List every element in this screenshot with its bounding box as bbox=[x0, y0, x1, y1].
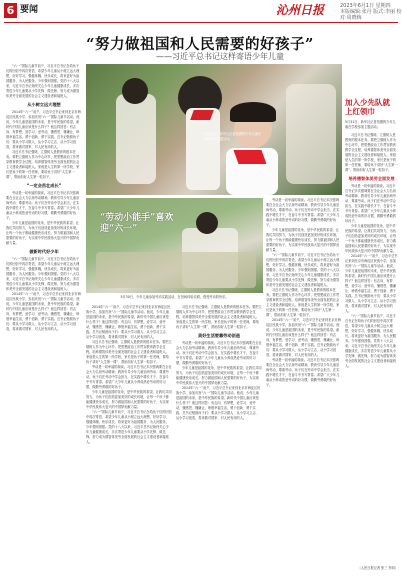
text-column-1 bbox=[6, 64, 82, 572]
col3-text-3: 少年儿童是祖国的花朵，是中华民族的希望。让我们共同努力，为孩子们创造更加美好的成长环境，让每一个孩子都能健康快乐成长，努力做祖国和人民需要的好孩子，为实现中华民族伟大复兴的中国梦贡献力量。 bbox=[176, 366, 262, 385]
issue-date: 2023年6月1日 星期四 bbox=[340, 3, 391, 9]
photo-caption-1: 5月31日，新华社记者拍摄的少年儿童在学校参加主题活动。 bbox=[204, 132, 262, 141]
col2-text-5: “六一”国际儿童节前夕，习近平总书记在给孩子们的回信中再次寄语，希望少年儿童从小树立远大理想，好好学习，强健体魄，快乐成长，将来更好为祖国服务、为人民服务。少年强则国强。党的十八大以来，习近平总书记始终关心少年儿童健康成长，多次寄语少年儿童要从小学先锋、做先锋，努力成为德智体美劳全面发展的社会主义建设者和接班人。 bbox=[86, 410, 172, 444]
col3-text-2: 劳动是一切幸福的源泉。习近平总书记多次强调要在全社会大力弘扬劳动精神，教育引导少年儿童崇尚劳动、尊重劳动。孩子们在劳动中学会担当，在实践中增长才干，在奋斗中书写青春。希望广大少年儿童从小养成热爱劳动的好习惯，做勤劳勇敢的好孩子。 bbox=[176, 341, 262, 365]
body-text-4: 劳动是一切幸福的源泉。习近平总书记多次强调要在全社会大力弘扬劳动精神，教育引导少年儿童崇尚劳动、尊重劳动。孩子们在劳动中学会担当，在实践中增长才干，在奋斗中书写青春。希望广大少年儿童从小养成热爱劳动的好习惯，做勤劳勇敢的好孩子。 bbox=[6, 191, 80, 220]
col5-text-1: 劳动是一切幸福的源泉。习近平总书记多次强调要在全社会大力弘扬劳动精神，教育引导少年儿童崇尚劳动、尊重劳动。孩子们在劳动中学会担当，在实践中增长才干，在奋斗中书写青春。希望广大少年儿童从小养成热爱劳动的好习惯，做勤劳勇敢的好孩子。 bbox=[266, 198, 340, 227]
sidebar-text-4: 2014年“六一”前夕，习近平总书记来到北京市海淀区民族小学，参加庆祝“六一”国际儿童节活动。他说，少年儿童是祖国的未来，是中华民族的希望。新时代中国儿童应该是什么样子？他这样回答：有志向、有梦想，爱学习、爱劳动，懂感恩、懂谦让，珍惜幸福生活，勇于创新、勇于实践。总书记勉励孩子们：要从小学习做人、从小学习立志、从小学习创造，将来做对国家、对人民有用的人。 bbox=[345, 254, 398, 314]
subheading-2: “一定会茁壮成长” bbox=[26, 183, 62, 188]
col2-text-3: 劳动是一切幸福的源泉。习近平总书记多次强调要在全社会大力弘扬劳动精神，教育引导少年儿童崇尚劳动、尊重劳动。孩子们在劳动中学会担当，在实践中增长才干，在奋斗中书写青春。希望广大少年儿童从小养成热爱劳动的好习惯，做勤劳勇敢的好孩子。 bbox=[86, 365, 172, 389]
subheading-1: 从小树立远大理想 bbox=[27, 102, 61, 107]
subheading-4: 培养德智体美劳全面发展 bbox=[348, 176, 395, 182]
sidebar-text-5: “六一”国际儿童节前夕，习近平总书记在给孩子们的回信中再次寄语，希望少年儿童从小树立远大理想，好好学习，强健体魄，快乐成长，将来更好为祖国服务、为人民服务。少年强则国强。党的十八大以来，习近平总书记始终关心少年儿童健康成长，多次寄语少年儿童要从小学先锋、做先锋，努力成为德智体美劳全面发展的社会主义建设者和接班人。 bbox=[345, 314, 396, 369]
col5-text-4: 习近平总书记强调，立德树人是教育的根本任务。要把立德树人作为中心环节，把思想政治工作贯穿教育教学全过程，培养德智体美劳全面发展的社会主义建设者和接班人。家庭是人生的第一所学校，家长是孩子的第一任老师，要给孩子讲好“人生第一课”，帮助扣好人生第一粒扣子。 bbox=[266, 288, 340, 317]
section-title: 要闻 bbox=[20, 5, 39, 15]
photo-caption-side: 5月31日，新华社记者拍摄的少年儿童在学校参加主题活动。 bbox=[345, 120, 396, 129]
col3-text-4: 2014年“六一”前夕，习近平总书记来到北京市海淀区民族小学，参加庆祝“六一”国际儿童节活动。他说，少年儿童是祖国的未来，是中华民族的希望。新时代中国儿童应该是什么样子？他这样回答：有志向、有梦想，爱学习、爱劳动，懂感恩、懂谦让，珍惜幸福生活，勇于创新、勇于实践。总书记勉励孩子们：要从小学习做人、从小学习立志、从小学习创造，将来做对国家、对人民有用的人。 bbox=[176, 386, 261, 420]
body-text-2: 2014年“六一”前夕，习近平总书记来到北京市海淀区民族小学，参加庆祝“六一”国际儿童节活动。他说，少年儿童是祖国的未来，是中华民族的希望。新时代中国儿童应该是什么样子？他这样回答：有志向、有梦想，爱学习、爱劳动，懂感恩、懂谦让，珍惜幸福生活，勇于创新、勇于实践。总书记勉励孩子们：要从小学习做人、从小学习立志、从小学习创造，将来做对国家、对人民有用的人。 bbox=[6, 110, 81, 149]
sidebar-text-2: 劳动是一切幸福的源泉。习近平总书记多次强调要在全社会大力弘扬劳动精神，教育引导少年儿童崇尚劳动、尊重劳动。孩子们在劳动中学会担当，在实践中增长才干，在奋斗中书写青春。希望广大少年儿童从小养成热爱劳动的好习惯，做勤劳勇敢的好孩子。 bbox=[345, 184, 396, 224]
article-headline: “努力做祖国和人民需要的好孩子” bbox=[86, 36, 314, 53]
col2-text-4: 少年儿童是祖国的花朵，是中华民族的希望。让我们共同努力，为孩子们创造更加美好的成长环境，让每一个孩子都能健康快乐成长，努力做祖国和人民需要的好孩子，为实现中华民族伟大复兴的中国梦贡献力量。 bbox=[86, 390, 172, 409]
body-text-2b: 2014年“六一”前夕，习近平总书记来到北京市海淀区民族小学，参加庆祝“六一”国际儿童节活动。他说，少年儿童是祖国的未来，是中华民族的希望。新时代中国儿童应该是什么样子？他这样回答：有志向、有梦想，爱学习、爱劳动，懂感恩、懂谦让，珍惜幸福生活，勇于创新、勇于实践。总书记勉励孩子们：要从小学习做人、从小学习立志、从小学习创造，将来做对国家、对人民有用的人。 bbox=[6, 292, 81, 331]
text-column-5 bbox=[266, 198, 342, 572]
subheading-5: 做新时代好少年 bbox=[29, 249, 59, 254]
col5-text-2: 少年儿童是祖国的花朵，是中华民族的希望。让我们共同努力，为孩子们创造更加美好的成长环境，让每一个孩子都能健康快乐成长，努力做祖国和人民需要的好孩子，为实现中华民族伟大复兴的中国梦贡献力量。 bbox=[266, 228, 340, 252]
col5-text-5: 2014年“六一”前夕，习近平总书记来到北京市海淀区民族小学，参加庆祝“六一”国际儿童节活动。他说，少年儿童是祖国的未来，是中华民族的希望。新时代中国儿童应该是什么样子？他这样回答：有志向、有梦想，爱学习、爱劳动，懂感恩、懂谦让，珍惜幸福生活，勇于创新、勇于实践。总书记勉励孩子们：要从小学习做人、从小学习立志、从小学习创造，将来做对国家、对人民有用的人。 bbox=[266, 318, 341, 357]
text-column-2 bbox=[86, 305, 172, 572]
col3-text-1: 习近平总书记强调，立德树人是教育的根本任务。要把立德树人作为中心环节，把思想政治工作贯穿教育教学全过程，培养德智体美劳全面发展的社会主义建设者和接班人。家庭是人生的第一所学校，家长是孩子的第一任老师，要给孩子讲好“人生第一课”，帮助扣好人生第一粒扣子。 bbox=[176, 305, 262, 329]
sidebar-text-1: 习近平总书记强调，立德树人是教育的根本任务。要把立德树人作为中心环节，把思想政治工作贯穿教育教学全过程，培养德智体美劳全面发展的社会主义建设者和接班人。家庭是人生的第一所学校，家长是孩子的第一任老师，要给孩子讲好“人生第一课”，帮助扣好人生第一粒扣子。 bbox=[345, 133, 398, 173]
page-number-badge: 6 bbox=[4, 3, 17, 18]
body-text-1b: “六一”国际儿童节前夕，习近平总书记在给孩子们的回信中再次寄语，希望少年儿童从小树立远大理想，好好学习，强健体魄，快乐成长，将来更好为祖国服务、为人民服务。少年强则国强。党的十八大以来，习近平总书记始终关心少年儿童健康成长，多次寄语少年儿童要从小学先锋、做先锋，努力成为德智体美劳全面发展的社会主义建设者和接班人。 bbox=[6, 257, 80, 291]
col2-text-2: 习近平总书记强调，立德树人是教育的根本任务。要把立德树人作为中心环节，把思想政治工作贯穿教育教学全过程，培养德智体美劳全面发展的社会主义建设者和接班人。家庭是人生的第一所学校，家长是孩子的第一任老师，要给孩子讲好“人生第一课”，帮助扣好人生第一粒扣子。 bbox=[86, 340, 172, 364]
text-column-3 bbox=[176, 305, 262, 572]
sidebar-text-3: 少年儿童是祖国的花朵，是中华民族的希望。让我们共同努力，为孩子们创造更加美好的成长环境，让每一个孩子都能健康快乐成长，努力做祖国和人民需要的好孩子，为实现中华民族伟大复兴的中国梦贡献力量。 bbox=[345, 224, 396, 254]
body-text-3: 习近平总书记强调，立德树人是教育的根本任务。要把立德树人作为中心环节，把思想政治工作贯穿教育教学全过程，培养德智体美劳全面发展的社会主义建设者和接班人。家庭是人生的第一所学校，家长是孩子的第一任老师，要给孩子讲好“人生第一课”，帮助扣好人生第一粒扣子。 bbox=[6, 150, 80, 179]
photo-callout-1: 加入少先队就上红领巾 bbox=[345, 98, 390, 116]
photo-callout-2: “劳动小能手”喜欢迎“六一” bbox=[100, 213, 174, 234]
col2-text-1: 2014年“六一”前夕，习近平总书记来到北京市海淀区民族小学，参加庆祝“六一”国际儿童节活动。他说，少年儿童是祖国的未来，是中华民族的希望。新时代中国儿童应该是什么样子？他这样回答：有志向、有梦想，爱学习、爱劳动，懂感恩、懂谦让，珍惜幸福生活，勇于创新、勇于实践。总书记勉励孩子们：要从小学习做人、从小学习立志、从小学习创造，将来做对国家、对人民有用的人。 bbox=[86, 305, 171, 339]
dateline bbox=[340, 3, 402, 21]
header-rule bbox=[4, 22, 398, 23]
editor-line: 本版编辑:张丹 版式:李丽 校对:周晓梅 bbox=[340, 9, 402, 21]
body-text-5: 少年儿童是祖国的花朵，是中华民族的希望。让我们共同努力，为孩子们创造更加美好的成长环境，让每一个孩子都能健康快乐成长，努力做祖国和人民需要的好孩子，为实现中华民族伟大复兴的中国梦贡献力量。 bbox=[6, 221, 80, 245]
body-text-1: “六一”国际儿童节前夕，习近平总书记在给孩子们的回信中再次寄语，希望少年儿童从小树立远大理想，好好学习，强健体魄，快乐成长，将来更好为祖国服务、为人民服务。少年强则国强。党的十八大以来，习近平总书记始终关心少年儿童健康成长，多次寄语少年儿童要从小学先锋、做先锋，努力成为德智体美劳全面发展的社会主义建设者和接班人。 bbox=[6, 64, 80, 98]
article-subhead: ——习近平总书记这样寄语少年儿童 bbox=[156, 52, 284, 61]
text-column-6 bbox=[345, 64, 398, 572]
photo-caption-2: 5月30日，少年儿童参加劳动实践活动，在田间体验农耕，感受劳动的快乐。 bbox=[120, 295, 229, 299]
col5-text-6: 劳动是一切幸福的源泉。习近平总书记多次强调要在全社会大力弘扬劳动精神，教育引导少年儿童崇尚劳动、尊重劳动。孩子们在劳动中学会担当，在实践中增长才干，在奋斗中书写青春。希望广大少年儿童从小养成热爱劳动的好习惯，做勤劳勇敢的好孩子。 bbox=[266, 358, 340, 387]
page-header bbox=[0, 0, 402, 22]
subheading-3: 美好生活要靠劳动创造 bbox=[198, 333, 240, 338]
col5-text-3: “六一”国际儿童节前夕，习近平总书记在给孩子们的回信中再次寄语，希望少年儿童从小树立远大理想，好好学习，强健体魄，快乐成长，将来更好为祖国服务、为人民服务。少年强则国强。党的十八大以来，习近平总书记始终关心少年儿童健康成长，多次寄语少年儿童要从小学先锋、做先锋，努力成为德智体美劳全面发展的社会主义建设者和接班人。 bbox=[266, 253, 340, 287]
main-photo bbox=[86, 64, 342, 195]
byline: （人民日报记者 张三 李四） bbox=[357, 566, 398, 570]
newspaper-logo: 沁州日报 bbox=[276, 3, 325, 17]
